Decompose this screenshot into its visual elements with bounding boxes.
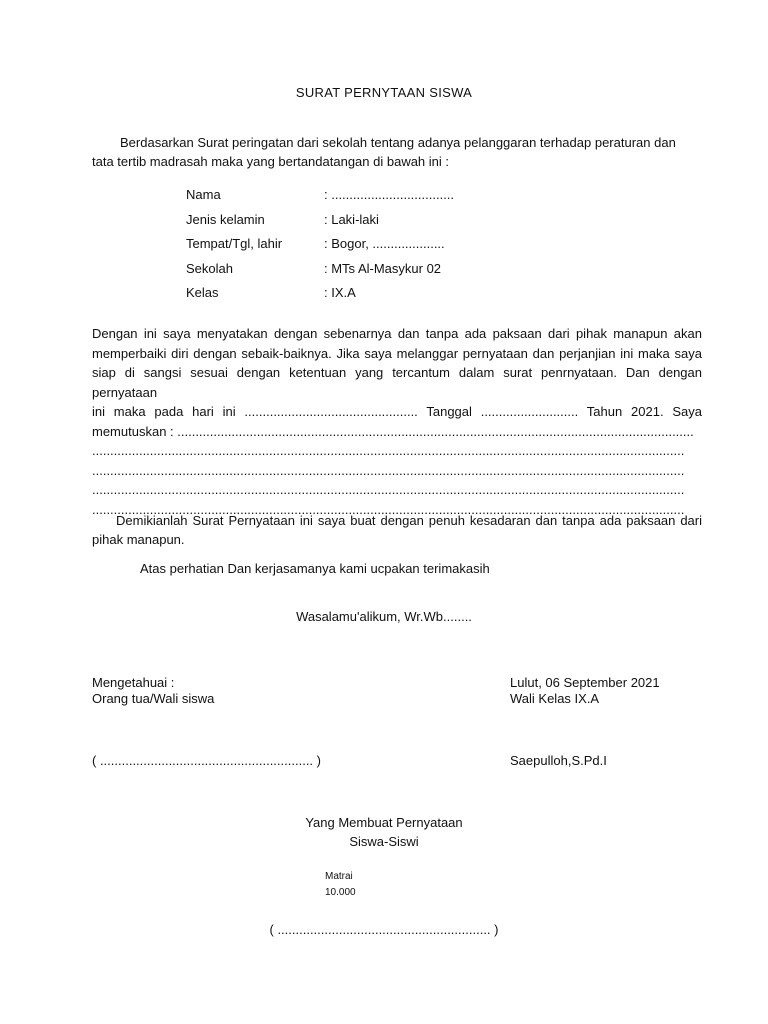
closing-line-2: pihak manapun. — [92, 532, 185, 547]
statement-dotted-line: .................................................................................................................................................................... — [92, 443, 685, 458]
closing-line-1: Demikianlah Surat Pernyataan ini saya buat dengan penuh kesadaran dan tanpa ada paksaan dari — [116, 513, 702, 528]
statement-line: Dengan ini saya menyatakan dengan sebenarnya dan tanpa ada paksaan dari pihak manapun akan — [92, 326, 702, 341]
right-signature-place-date: Lulut, 06 September 2021 — [510, 675, 660, 690]
field-value-jenis-kelamin: : Laki-laki — [324, 212, 379, 227]
left-signature-heading: Mengetahuai : — [92, 675, 175, 690]
stamp-label: Matrai — [325, 871, 353, 882]
bottom-signature-name: ( ........................................................... ) — [269, 922, 499, 937]
statement-dotted-line: .................................................................................................................................................................... — [92, 482, 685, 497]
statement-dotted-line: .................................................................................................................................................................... — [92, 501, 685, 517]
statement-paragraph — [92, 324, 702, 519]
field-label-jenis-kelamin: Jenis kelamin — [186, 212, 265, 227]
intro-line-1: Berdasarkan Surat peringatan dari sekolah tentang adanya pelanggaran terhadap peraturan dan — [120, 135, 676, 150]
statement-line: ini maka pada hari ini ................................................ Tanggal ........................... Tahun 2021. Saya — [92, 404, 702, 419]
field-value-sekolah: : MTs Al-Masykur 02 — [324, 261, 442, 276]
thanks-text: Atas perhatian Dan kerjasamanya kami ucpakan terimakasih — [140, 561, 490, 576]
field-label-sekolah: Sekolah — [186, 261, 233, 276]
statement-line: siap di sangsi sesuai dengan ketentuan yang tercantum dalam surat penrnyataan. Dan dengan pernyataan — [92, 365, 702, 400]
field-value-tempat-tgl-lahir: : Bogor, .................... — [324, 236, 445, 251]
left-signature-name: ( ........................................................... ) — [92, 753, 321, 768]
field-label-kelas: Kelas — [186, 285, 219, 300]
right-signature-name: Saepulloh,S.Pd.I — [510, 753, 607, 768]
bottom-signature-role: Siswa-Siswi — [349, 834, 419, 849]
statement-line: memutuskan : ............................................................................................................................................... — [92, 423, 694, 439]
field-label-tempat-tgl-lahir: Tempat/Tgl, lahir — [186, 236, 283, 251]
salam-text: Wasalamu'alikum, Wr.Wb........ — [296, 609, 472, 624]
field-value-kelas: : IX.A — [324, 285, 356, 300]
document-title: SURAT PERNYTAAN SISWA — [295, 85, 473, 100]
closing-paragraph — [92, 511, 702, 549]
statement-dotted-line: .................................................................................................................................................................... — [92, 462, 685, 478]
left-signature-role: Orang tua/Wali siswa — [92, 691, 215, 706]
field-label-nama: Nama — [186, 187, 221, 202]
intro-line-2: tata tertib madrasah maka yang bertandatangan di bawah ini : — [92, 154, 450, 169]
statement-line: memperbaiki diri dengan sebaik-baiknya. Jika saya melanggar pernyataan dan perjanjian ini maka saya — [92, 345, 702, 361]
intro-paragraph — [92, 133, 702, 171]
bottom-signature-heading: Yang Membuat Pernyataan — [305, 815, 463, 830]
stamp-value: 10.000 — [325, 887, 356, 898]
right-signature-role: Wali Kelas IX.A — [510, 691, 600, 706]
field-value-nama: : .................................. — [324, 187, 455, 202]
